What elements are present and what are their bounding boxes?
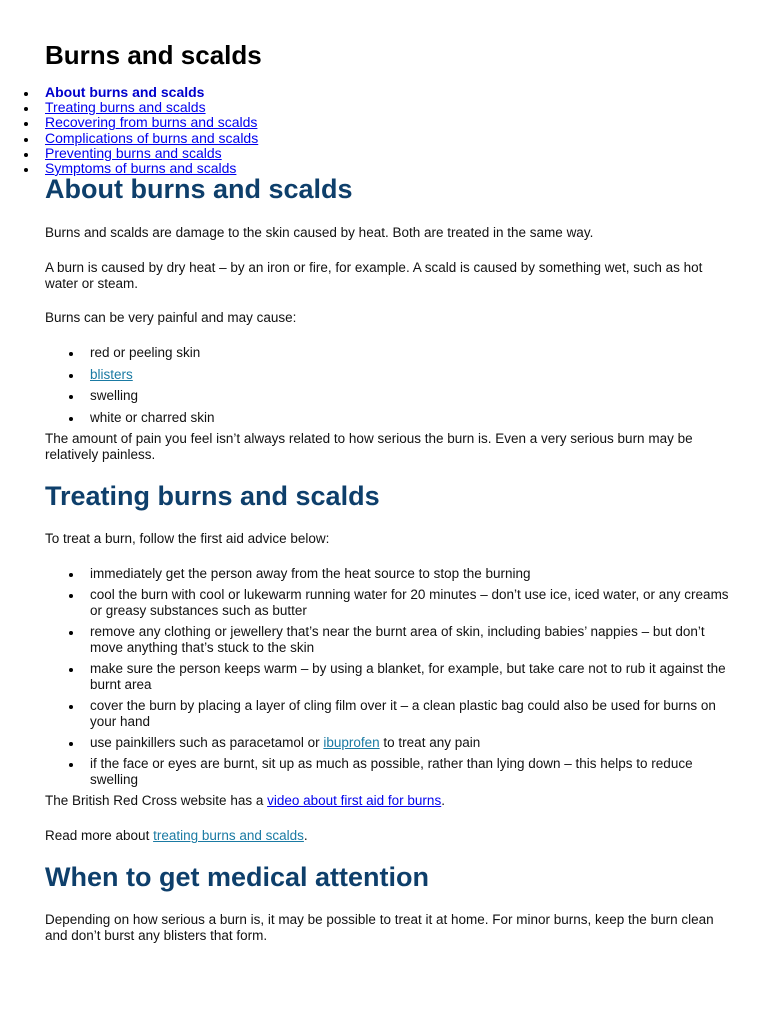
red-cross-paragraph xyxy=(45,793,735,809)
paragraph-text: Read more about xyxy=(45,828,154,843)
red-cross-video-link[interactable]: video about first aid for burns xyxy=(267,793,442,808)
toc-item xyxy=(0,131,258,146)
ibuprofen-link[interactable]: ibuprofen xyxy=(323,735,380,750)
list-item: cool the burn with cool or lukewarm running water for 20 minutes – don’t use ice, iced water, or any creams or greasy substances such as butter xyxy=(0,587,740,619)
toc-link-about[interactable]: About burns and scalds xyxy=(45,84,205,100)
about-paragraph-3: Burns can be very painful and may cause: xyxy=(45,310,297,325)
list-item xyxy=(0,367,740,383)
list-item: remove any clothing or jewellery that’s near the burnt area of skin, including babies’ nappies – but don’t move anything that’s stuck to the skin xyxy=(0,624,740,656)
list-item xyxy=(0,735,740,751)
list-item: red or peeling skin xyxy=(0,345,740,361)
toc-link-symptoms[interactable]: Symptoms of burns and scalds xyxy=(45,159,237,176)
first-aid-list xyxy=(0,566,740,788)
treating-heading: Treating burns and scalds xyxy=(45,481,380,511)
symptoms-list xyxy=(0,345,740,426)
list-item: cover the burn by placing a layer of cling film over it – a clean plastic bag could also be used for burns on your hand xyxy=(0,698,740,730)
toc-item xyxy=(0,115,258,130)
paragraph-text: The British Red Cross website has a xyxy=(45,793,268,808)
medical-attention-heading: When to get medical attention xyxy=(45,862,430,892)
blisters-link[interactable]: blisters xyxy=(90,366,133,382)
about-paragraph-4: The amount of pain you feel isn’t always related to how serious the burn is. Even a very serious burn may be relatively painless. xyxy=(45,431,693,462)
treating-intro: To treat a burn, follow the first aid advice below: xyxy=(45,531,330,546)
toc-link-preventing[interactable]: Preventing burns and scalds xyxy=(45,144,222,161)
list-item: swelling xyxy=(0,388,740,404)
list-item: immediately get the person away from the heat source to stop the burning xyxy=(0,566,740,582)
read-more-paragraph xyxy=(45,828,735,844)
toc-link-treating[interactable]: Treating burns and scalds xyxy=(45,99,206,116)
page-title: Burns and scalds xyxy=(45,40,262,70)
medical-paragraph-1: Depending on how serious a burn is, it may be possible to treat it at home. For minor burns, keep the burn clean and don’t burst any blisters that form. xyxy=(45,912,714,943)
about-paragraph-1: Burns and scalds are damage to the skin caused by heat. Both are treated in the same way. xyxy=(45,225,594,240)
treating-burns-link[interactable]: treating burns and scalds xyxy=(153,828,304,843)
toc-item xyxy=(0,85,258,100)
step-text: to treat any pain xyxy=(379,735,481,750)
step-text: use painkillers such as paracetamol or xyxy=(90,735,324,750)
list-item: make sure the person keeps warm – by using a blanket, for example, but take care not to rub it against the burnt area xyxy=(0,661,740,693)
toc-link-recovering[interactable]: Recovering from burns and scalds xyxy=(45,114,258,131)
about-paragraph-2: A burn is caused by dry heat – by an iron or fire, for example. A scald is caused by something wet, such as hot water or steam. xyxy=(45,260,703,291)
list-item: white or charred skin xyxy=(0,410,740,426)
about-heading: About burns and scalds xyxy=(45,174,353,204)
toc-item xyxy=(0,100,258,115)
list-item: if the face or eyes are burnt, sit up as much as possible, rather than lying down – this helps to reduce swelling xyxy=(0,756,740,788)
paragraph-text: . xyxy=(303,828,308,843)
table-of-contents xyxy=(0,85,258,176)
paragraph-text: . xyxy=(441,793,445,808)
toc-item xyxy=(0,146,258,161)
toc-link-complications[interactable]: Complications of burns and scalds xyxy=(45,129,259,146)
